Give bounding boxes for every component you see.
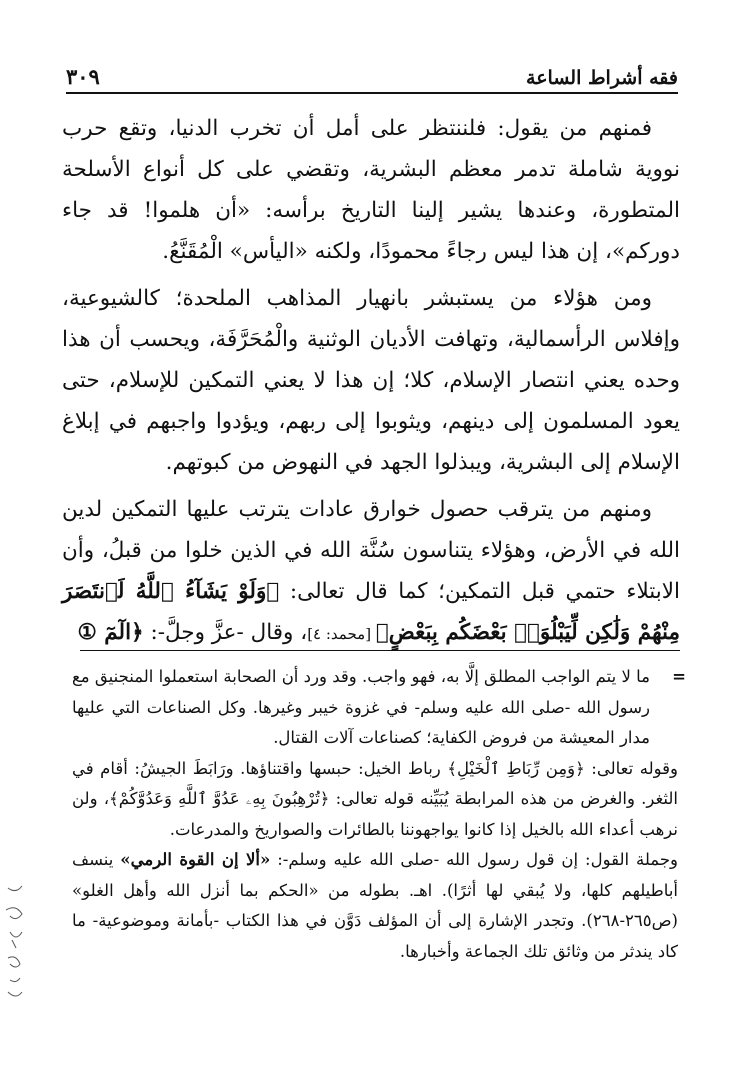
verse-reference: [محمد: ٤] (307, 625, 376, 643)
footnote-hadith: «ألا إن القوة الرمي» (120, 850, 271, 869)
page-header (66, 58, 678, 94)
footnotes (72, 662, 686, 967)
running-title: فقه أشراط الساعة (526, 67, 678, 89)
page-number: ٣٠٩ (66, 64, 100, 89)
quran-verse-2: ﴿الٓمٓ ① (77, 620, 144, 645)
paragraph-3-text-2: ، وقال -عزَّ وجلَّ-: (143, 620, 308, 645)
footnote-separator (80, 650, 680, 651)
paragraph-3-text-1: ومنهم من يترقب حصول خوارق عادات يترتب عليها التمكين لدين الله في الأرض، وهؤلاء يتناسون سُنَّة الله في الذين خلوا من قبلُ، وأن الابتلاء حتمي قبل التمكين؛ كما قال تعالى: (62, 497, 680, 604)
paragraph-1: فمنهم من يقول: فلننتظر على أمل أن تخرب الدنيا، وتقع حرب نووية شاملة تدمر معظم البشرية، وتقضي على كل أنواع الأسلحة المتطورة، وعندها يشير إلينا التاريخ برأسه: «أن هلموا! قد جاء دوركم»، إن هذا ليس رجاءً محمودًا، ولكنه «اليأس» الْمُقَنَّعُ. (62, 116, 680, 264)
margin-handwriting (2, 880, 30, 1020)
main-text (62, 108, 680, 661)
quran-verse-1: ﴿وَلَوْ يَشَآءُ ٱللَّهُ لَٱنتَصَرَ مِنْهُمْ وَلَٰكِن لِّيَبْلُوَا۟ بَعْضَكُم بِبَعْضٍ﴾ (62, 579, 680, 645)
footnote-last-intro: وجملة القول: إن قول رسول الله -صلى الله عليه وسلم-: (270, 850, 679, 869)
footnote-line-3 (72, 845, 678, 967)
footnote-continuation (72, 662, 686, 754)
footnote-line-1: ما لا يتم الواجب المطلق إلَّا به، فهو واجب. وقد ورد أن الصحابة استعملوا المنجنيق مع رسول الله -صلى الله عليه وسلم- في غزوة خيبر وغيرها. وكل الصناعات التي عليها مدار المعيشة من فروض الكفاية؛ كصناعات آلات القتال. (72, 667, 650, 747)
continuation-mark: = (672, 667, 686, 686)
footnote-last-rest: ينسف أباطيلهم كلها، ولا يُبقي لها أثرًا). اهـ. بطوله من «الحكم بما أنزل الله وأهل الغلو» (ص٢٦٥-٢٦٨). وتجدر الإشارة إلى أن المؤلف دَوَّن في هذا الكتاب -بأمانة وموضوعية- ما كاد يندثر من وثائق تلك الجماعة وأخبارها. (72, 850, 678, 961)
footnote-line-2: وقوله تعالى: ﴿وَمِن رِّبَاطِ ٱلْخَيْلِ﴾ رباط الخيل: حبسها واقتناؤها. ورَابَطَ الجيشُ: أقام في الثغر. والغرض من هذه المرابطة يُبَيِّنه قوله تعالى: ﴿تُرْهِبُونَ بِهِۦ عَدُوَّ ٱللَّهِ وَعَدُوَّكُمْ﴾، ولن نرهب أعداء الله بالخيل إذا كانوا يواجهوننا بالطائرات والصواريخ والمدرعات. (72, 758, 678, 839)
paragraph-3 (62, 489, 680, 655)
paragraph-2: ومن هؤلاء من يستبشر بانهيار المذاهب الملحدة؛ كالشيوعية، وإفلاس الرأسمالية، وتهافت الأديان الوثنية والْمُحَرَّفَة، ويحسب أن هذا وحده يعني انتصار الإسلام، كلا؛ إن هذا لا يعني التمكين للإسلام، حتى يعود المسلمون إلى دينهم، ويثوبوا إلى ربهم، ويؤدوا واجبهم في إبلاغ الإسلام إلى البشرية، ويبذلوا الجهد في النهوض من كبوتهم. (62, 286, 680, 475)
